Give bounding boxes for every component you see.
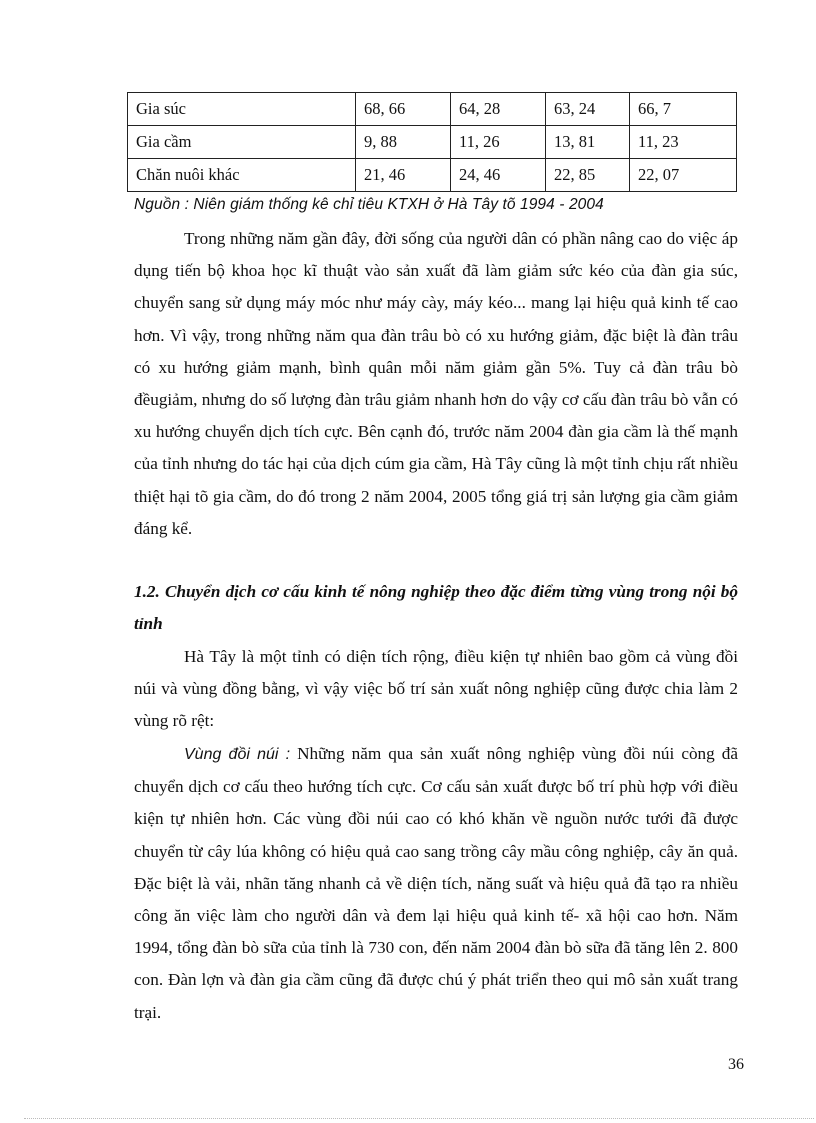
table-cell: 68, 66 xyxy=(356,93,451,126)
footer-rule xyxy=(24,1118,814,1119)
body-paragraph: Trong những năm gần đây, đời sống của người dân có phần nâng cao do việc áp dụng tiến bộ khoa học kĩ thuật vào sản xuất đã làm giảm sức kéo của đàn gia súc, chuyển sang sử dụng máy móc như máy cày, máy kéo... mang lại hiệu quả kinh tế cao hơn. Vì vậy, trong những năm qua đàn trâu bò có xu hướng giảm, đặc biệt là đàn trâu có xu hướng giảm mạnh, bình quân mỗi năm giảm gần 5%. Tuy cả đàn trâu bò đềugiảm, nhưng do số lượng đàn trâu giảm nhanh hơn do vậy cơ cấu đàn trâu bò vẫn có xu hướng chuyển dịch tích cực. Bên cạnh đó, trước năm 2004 đàn gia cầm là thế mạnh của tỉnh nhưng do tác hại của dịch cúm gia cầm, Hà Tây cũng là một tỉnh chịu rất nhiều thiệt hại tõ gia cầm, do đó trong 2 năm 2004, 2005 tổng giá trị sản lượng gia cầm giảm đáng kể. xyxy=(134,229,738,538)
page-number: 36 xyxy=(728,1056,744,1073)
table-cell: 11, 26 xyxy=(451,126,546,159)
table-cell: Gia cầm xyxy=(128,126,356,159)
table-cell: 22, 07 xyxy=(630,159,737,192)
table-row xyxy=(128,93,737,126)
table-source-note: Nguồn : Niên giám thống kê chỉ tiêu KTXH ở Hà Tây tõ 1994 - 2004 xyxy=(134,196,604,213)
table-cell: 11, 23 xyxy=(630,126,737,159)
table-cell: 64, 28 xyxy=(451,93,546,126)
table-row xyxy=(128,159,737,192)
table-cell: 24, 46 xyxy=(451,159,546,192)
table-cell: 63, 24 xyxy=(546,93,630,126)
table-cell: 9, 88 xyxy=(356,126,451,159)
body-paragraph: Hà Tây là một tỉnh có diện tích rộng, điều kiện tự nhiên bao gồm cả vùng đồi núi và vùng đồng bằng, vì vậy việc bố trí sản xuất nông nghiệp cũng được chia làm 2 vùng rõ rệt: xyxy=(134,647,738,731)
table-cell: 13, 81 xyxy=(546,126,630,159)
table-cell: 21, 46 xyxy=(356,159,451,192)
section-heading: 1.2. Chuyển dịch cơ cấu kinh tế nông nghiệp theo đặc điểm từng vùng trong nội bộ tỉnh xyxy=(134,582,738,634)
table-row xyxy=(128,126,737,159)
table-cell: Chăn nuôi khác xyxy=(128,159,356,192)
paragraph-text: Những năm qua sản xuất nông nghiệp vùng đồi núi còng đã chuyển dịch cơ cấu theo hướng tích cực. Cơ cấu sản xuất được bố trí phù hợp với điều kiện tự nhiên hơn. Các vùng đồi núi cao có khó khăn về nguồn nước tưới đã được chuyển từ cây lúa không có hiệu quả cao sang trồng cây mầu công nghiệp, cây ăn quả. Đặc biệt là vải, nhãn tăng nhanh cả về diện tích, năng suất và hiệu quả đã tạo ra nhiều công ăn việc làm cho người dân và đem lại hiệu quả kinh tế- xã hội cao hơn. Năm 1994, tổng đàn bò sữa của tỉnh là 730 con, đến năm 2004 đàn bò sữa đã tăng lên 2. 800 con. Đàn lợn và đàn gia cầm cũng đã được chú ý phát triển theo qui mô sản xuất trang trại. xyxy=(134,744,738,1022)
table-cell: 22, 85 xyxy=(546,159,630,192)
table-cell: Gia súc xyxy=(128,93,356,126)
table-cell: 66, 7 xyxy=(630,93,737,126)
paragraph-lead: Vùng đồi núi : xyxy=(184,746,291,763)
livestock-table xyxy=(127,92,737,192)
body-paragraph xyxy=(134,738,738,1029)
